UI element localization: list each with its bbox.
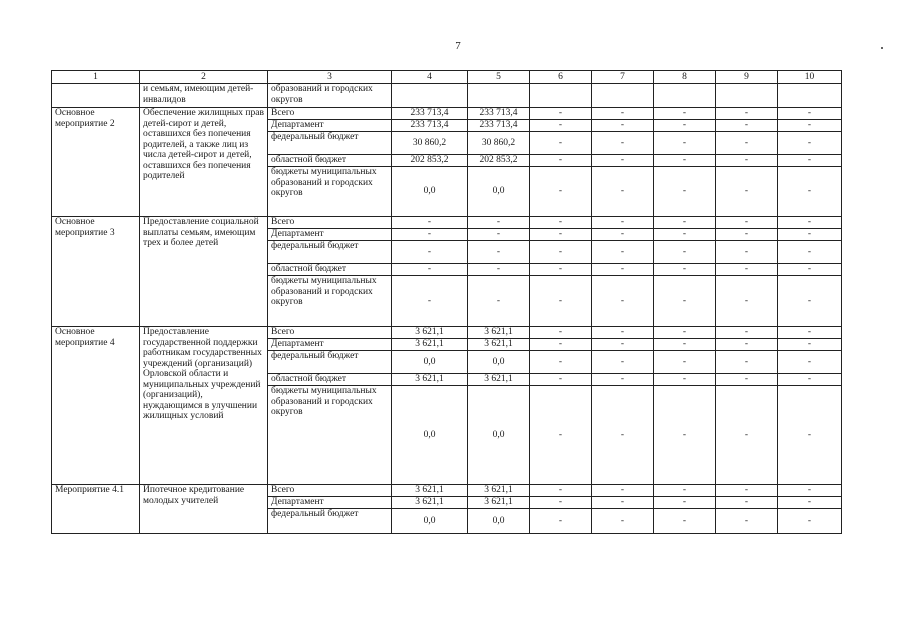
dash-cell: - xyxy=(716,167,778,217)
dash-cell: - xyxy=(716,132,778,155)
table-row xyxy=(52,485,842,497)
year-value-cell: - xyxy=(468,264,530,276)
value-cell xyxy=(654,84,716,108)
event-cell: Основное мероприятие 4 xyxy=(52,327,140,485)
dash-cell: - xyxy=(716,327,778,339)
dash-cell: - xyxy=(530,108,592,120)
header-cell: 9 xyxy=(716,71,778,84)
value-cell xyxy=(592,84,654,108)
total-value-cell: 0,0 xyxy=(392,386,468,485)
dash-cell: - xyxy=(654,132,716,155)
value-cell xyxy=(716,84,778,108)
name-cell: Обеспечение жилищных прав детей-сирот и детей, оставшихся без попечения родителей, а также лиц из числа детей-сирот и детей, оставшихся без попечения родителей xyxy=(140,108,268,217)
dash-cell: - xyxy=(592,374,654,386)
dash-cell: - xyxy=(778,276,842,327)
source-cell: Всего xyxy=(268,327,392,339)
source-cell: Всего xyxy=(268,108,392,120)
year-value-cell: 233 713,4 xyxy=(468,120,530,132)
dash-cell: - xyxy=(592,108,654,120)
event-cell: Основное мероприятие 3 xyxy=(52,217,140,327)
header-cell: 4 xyxy=(392,71,468,84)
source-cell: областной бюджет xyxy=(268,155,392,167)
total-value-cell: - xyxy=(392,264,468,276)
dash-cell: - xyxy=(530,339,592,351)
total-value-cell: 3 621,1 xyxy=(392,374,468,386)
table-row xyxy=(52,217,842,229)
source-cell: федеральный бюджет xyxy=(268,132,392,155)
dash-cell: - xyxy=(592,351,654,374)
dash-cell: - xyxy=(716,276,778,327)
source-cell: бюджеты муниципальных образований и городских округов xyxy=(268,386,392,485)
dash-cell: - xyxy=(530,509,592,534)
dash-cell: - xyxy=(654,497,716,509)
budget-table xyxy=(51,70,842,534)
dash-cell: - xyxy=(654,485,716,497)
source-cell: бюджеты муниципальных образований и городских округов xyxy=(268,276,392,327)
header-row xyxy=(52,71,842,84)
dash-cell: - xyxy=(654,276,716,327)
dash-cell: - xyxy=(592,132,654,155)
header-cell: 3 xyxy=(268,71,392,84)
dash-cell: - xyxy=(592,339,654,351)
header-cell: 6 xyxy=(530,71,592,84)
page-number: 7 xyxy=(455,40,461,52)
dash-cell: - xyxy=(716,339,778,351)
dash-cell: - xyxy=(592,167,654,217)
dash-cell: - xyxy=(592,241,654,264)
dash-cell: - xyxy=(778,120,842,132)
dash-cell: - xyxy=(716,374,778,386)
value-cell xyxy=(530,84,592,108)
dash-cell: - xyxy=(778,509,842,534)
total-value-cell: 0,0 xyxy=(392,351,468,374)
year-value-cell: 30 860,2 xyxy=(468,132,530,155)
dash-cell: - xyxy=(654,509,716,534)
source-cell: образований и городских округов xyxy=(268,84,392,108)
dash-cell: - xyxy=(778,264,842,276)
continuation-row xyxy=(52,84,842,108)
dash-cell: - xyxy=(592,229,654,241)
year-value-cell: 0,0 xyxy=(468,167,530,217)
dash-cell: - xyxy=(654,339,716,351)
dash-cell: - xyxy=(530,229,592,241)
source-cell: областной бюджет xyxy=(268,374,392,386)
dash-cell: - xyxy=(778,374,842,386)
source-cell: Департамент xyxy=(268,229,392,241)
source-cell: Департамент xyxy=(268,339,392,351)
source-cell: областной бюджет xyxy=(268,264,392,276)
source-cell: федеральный бюджет xyxy=(268,351,392,374)
dash-cell: - xyxy=(716,241,778,264)
dash-cell: - xyxy=(530,132,592,155)
year-value-cell: 202 853,2 xyxy=(468,155,530,167)
dash-cell: - xyxy=(592,120,654,132)
source-cell: федеральный бюджет xyxy=(268,241,392,264)
table-body xyxy=(52,71,842,534)
dash-cell: - xyxy=(530,327,592,339)
header-cell: 2 xyxy=(140,71,268,84)
dash-cell: - xyxy=(654,386,716,485)
total-value-cell: 3 621,1 xyxy=(392,485,468,497)
dash-cell: - xyxy=(654,241,716,264)
total-value-cell: 3 621,1 xyxy=(392,339,468,351)
total-value-cell: 30 860,2 xyxy=(392,132,468,155)
dash-cell: - xyxy=(592,509,654,534)
header-cell: 5 xyxy=(468,71,530,84)
dash-cell: - xyxy=(778,485,842,497)
dash-cell: - xyxy=(778,327,842,339)
dash-cell: - xyxy=(592,217,654,229)
dash-cell: - xyxy=(530,351,592,374)
dash-cell: - xyxy=(778,132,842,155)
event-cell: Основное мероприятие 2 xyxy=(52,108,140,217)
total-value-cell: 233 713,4 xyxy=(392,120,468,132)
dash-cell: - xyxy=(530,485,592,497)
dash-cell: - xyxy=(530,386,592,485)
source-cell: Всего xyxy=(268,217,392,229)
dash-cell: - xyxy=(778,339,842,351)
year-value-cell: 3 621,1 xyxy=(468,497,530,509)
dash-cell: - xyxy=(530,120,592,132)
total-value-cell: 0,0 xyxy=(392,167,468,217)
dash-cell: - xyxy=(530,167,592,217)
dash-cell: - xyxy=(654,108,716,120)
dash-cell: - xyxy=(654,264,716,276)
dash-cell: - xyxy=(654,167,716,217)
dash-cell: - xyxy=(778,351,842,374)
table-row xyxy=(52,327,842,339)
dash-cell: - xyxy=(592,485,654,497)
total-value-cell: - xyxy=(392,217,468,229)
dash-cell: - xyxy=(592,155,654,167)
year-value-cell: - xyxy=(468,217,530,229)
total-value-cell: - xyxy=(392,241,468,264)
dash-cell: - xyxy=(592,327,654,339)
dash-cell: - xyxy=(778,217,842,229)
dash-cell: - xyxy=(778,155,842,167)
scan-speck xyxy=(881,47,883,49)
dash-cell: - xyxy=(654,374,716,386)
dash-cell: - xyxy=(530,155,592,167)
dash-cell: - xyxy=(716,229,778,241)
total-value-cell: - xyxy=(392,276,468,327)
total-value-cell: 202 853,2 xyxy=(392,155,468,167)
header-cell: 10 xyxy=(778,71,842,84)
dash-cell: - xyxy=(778,386,842,485)
dash-cell: - xyxy=(778,497,842,509)
dash-cell: - xyxy=(716,497,778,509)
dash-cell: - xyxy=(778,241,842,264)
year-value-cell: 0,0 xyxy=(468,509,530,534)
dash-cell: - xyxy=(654,120,716,132)
dash-cell: - xyxy=(530,217,592,229)
source-cell: Всего xyxy=(268,485,392,497)
dash-cell: - xyxy=(778,167,842,217)
dash-cell: - xyxy=(654,155,716,167)
dash-cell: - xyxy=(716,351,778,374)
year-value-cell: 233 713,4 xyxy=(468,108,530,120)
value-cell xyxy=(778,84,842,108)
table-row xyxy=(52,108,842,120)
dash-cell: - xyxy=(716,155,778,167)
dash-cell: - xyxy=(716,386,778,485)
dash-cell: - xyxy=(592,386,654,485)
dash-cell: - xyxy=(716,120,778,132)
name-cell: и семьям, имеющим детей-инвалидов xyxy=(140,84,268,108)
year-value-cell: 0,0 xyxy=(468,386,530,485)
event-cell: Мероприятие 4.1 xyxy=(52,485,140,534)
year-value-cell: 3 621,1 xyxy=(468,339,530,351)
header-cell: 8 xyxy=(654,71,716,84)
dash-cell: - xyxy=(592,497,654,509)
year-value-cell: 0,0 xyxy=(468,351,530,374)
dash-cell: - xyxy=(530,241,592,264)
dash-cell: - xyxy=(654,327,716,339)
dash-cell: - xyxy=(654,229,716,241)
source-cell: федеральный бюджет xyxy=(268,509,392,534)
dash-cell: - xyxy=(592,264,654,276)
event-cell xyxy=(52,84,140,108)
source-cell: бюджеты муниципальных образований и городских округов xyxy=(268,167,392,217)
dash-cell: - xyxy=(592,276,654,327)
dash-cell: - xyxy=(530,374,592,386)
total-value-cell: 233 713,4 xyxy=(392,108,468,120)
total-value-cell: 3 621,1 xyxy=(392,327,468,339)
year-value-cell: 3 621,1 xyxy=(468,327,530,339)
dash-cell: - xyxy=(654,351,716,374)
dash-cell: - xyxy=(778,229,842,241)
name-cell: Предоставление государственной поддержки работникам государственных учреждений (организаций) Орловской области и муниципальных учреждений (организаций), нуждающимся в улучшении жилищных условий xyxy=(140,327,268,485)
year-value-cell: 3 621,1 xyxy=(468,485,530,497)
value-cell xyxy=(468,84,530,108)
dash-cell: - xyxy=(716,485,778,497)
source-cell: Департамент xyxy=(268,120,392,132)
name-cell: Предоставление социальной выплаты семьям, имеющим трех и более детей xyxy=(140,217,268,327)
total-value-cell: - xyxy=(392,229,468,241)
dash-cell: - xyxy=(530,276,592,327)
source-cell: Департамент xyxy=(268,497,392,509)
dash-cell: - xyxy=(778,108,842,120)
value-cell xyxy=(392,84,468,108)
dash-cell: - xyxy=(530,497,592,509)
header-cell: 1 xyxy=(52,71,140,84)
total-value-cell: 3 621,1 xyxy=(392,497,468,509)
year-value-cell: - xyxy=(468,241,530,264)
header-cell: 7 xyxy=(592,71,654,84)
dash-cell: - xyxy=(530,264,592,276)
year-value-cell: 3 621,1 xyxy=(468,374,530,386)
dash-cell: - xyxy=(716,264,778,276)
name-cell: Ипотечное кредитование молодых учителей xyxy=(140,485,268,534)
dash-cell: - xyxy=(716,509,778,534)
dash-cell: - xyxy=(716,217,778,229)
year-value-cell: - xyxy=(468,229,530,241)
total-value-cell: 0,0 xyxy=(392,509,468,534)
dash-cell: - xyxy=(716,108,778,120)
year-value-cell: - xyxy=(468,276,530,327)
dash-cell: - xyxy=(654,217,716,229)
